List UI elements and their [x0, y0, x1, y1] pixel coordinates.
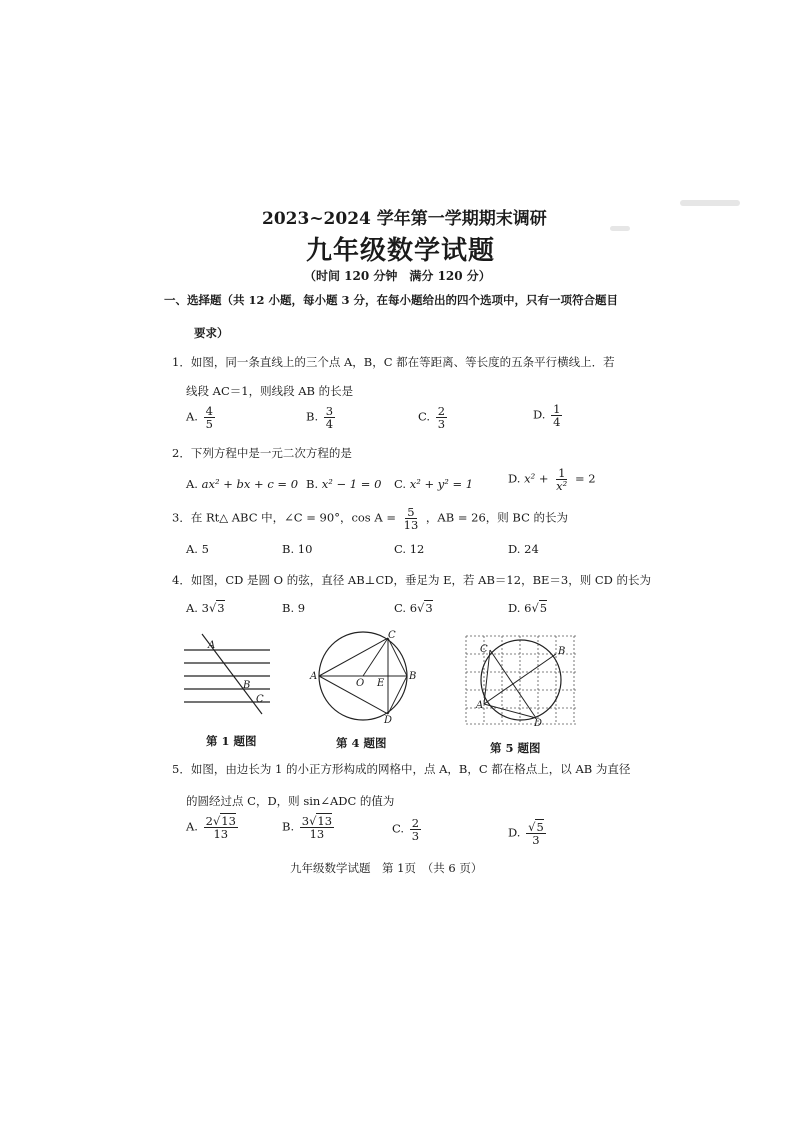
- scan-artifact: [610, 226, 630, 231]
- q1-option-a: A. $\frac{4}{5}$: [186, 404, 213, 432]
- q3-option-b: B. 10: [282, 542, 313, 556]
- question-3-stem: 3．在 Rt△ ABC 中，∠C = 90°，cos A = $\frac{5}{13}$ ，AB = 26，则 BC 的长为: [172, 505, 569, 533]
- q4-option-a: A. 3√3: [186, 601, 225, 615]
- q4-option-b: B. 9: [282, 601, 306, 615]
- q5-option-c: C. $\frac{2}{3}$: [392, 816, 420, 844]
- point-a-label: A: [310, 671, 318, 682]
- question-1-line-1: 1．如图，同一条直线上的三个点 A，B，C 都在等距离、等长度的五条平行横线上．若: [172, 355, 615, 369]
- point-d-label: D: [534, 718, 543, 728]
- scan-artifact: [680, 200, 740, 206]
- figure-1-caption: 第 1 题图: [206, 734, 257, 748]
- q1-option-c: C. $\frac{2}{3}$: [418, 404, 446, 432]
- q4-option-d: D. 6√5: [508, 601, 548, 615]
- question-4-stem: 4．如图，CD 是圆 O 的弦，直径 AB⊥CD，垂足为 E，若 AB＝12，BE＝3，则 CD 的长为: [172, 573, 652, 587]
- point-c-label: C: [480, 644, 488, 655]
- q4-option-c: C. 6√3: [394, 601, 433, 615]
- q3-option-c: C. 12: [394, 542, 425, 556]
- point-c-label: C: [256, 694, 264, 705]
- segment-ac: [319, 638, 388, 676]
- section-heading: 一、选择题（共 12 小题，每小题 3 分，在每小题给出的四个选项中，只有一项符合题目: [164, 293, 619, 307]
- point-c-label: C: [388, 630, 396, 641]
- figure-5-grid-circle: [462, 632, 582, 728]
- exam-subtitle: （时间 120 分钟 满分 120 分）: [304, 269, 491, 283]
- figure-4-circle: [308, 628, 418, 724]
- point-e-label: E: [377, 678, 385, 689]
- q5-option-a: A. $\frac{2√13}{13}$: [186, 814, 236, 842]
- exam-main-title: 九年级数学试题: [306, 236, 496, 266]
- figure-5-caption: 第 5 题图: [490, 741, 541, 755]
- segment-cb: [388, 638, 407, 676]
- q2-option-b: B. x² − 1 = 0: [306, 477, 382, 491]
- question-2-stem: 2．下列方程中是一元二次方程的是: [172, 446, 352, 460]
- exam-term-title: 2023~2024 学年第一学期期末调研: [262, 209, 547, 229]
- point-d-label: D: [384, 715, 393, 724]
- question-1-line-2: 线段 AC＝1，则线段 AB 的长是: [186, 384, 354, 398]
- q3-option-d: D. 24: [508, 542, 539, 556]
- q2-option-c: C. x² + y² = 1: [394, 477, 474, 491]
- point-o-label: O: [356, 678, 365, 689]
- circle: [481, 640, 561, 720]
- point-b-label: B: [243, 680, 251, 691]
- q1-option-b: B. $\frac{3}{4}$: [306, 404, 334, 432]
- q2-option-d: D. x² + $\frac{1}{\text{x²}}$ = 2: [508, 466, 596, 494]
- page-footer: 九年级数学试题 第 1页 （共 6 页）: [290, 861, 483, 875]
- question-5-line-2: 的圆经过点 C，D，则 sin∠ADC 的值为: [186, 794, 395, 808]
- point-a-label: A: [208, 640, 216, 651]
- q5-option-d: D. $\frac{√5}{3}$: [508, 820, 544, 848]
- segment-bd: [388, 676, 407, 714]
- segment-oc: [363, 638, 388, 676]
- point-a-label: A: [476, 700, 484, 711]
- point-b-label: B: [558, 646, 566, 657]
- figure-4-caption: 第 4 题图: [336, 736, 387, 750]
- figure-1-parallel-lines: [180, 632, 280, 717]
- q1-option-d: D. $\frac{1}{4}$: [533, 402, 561, 430]
- section-heading-cont: 要求）: [194, 326, 229, 340]
- q5-option-b: B. $\frac{3√13}{13}$: [282, 814, 333, 842]
- q3-option-a: A. 5: [186, 542, 209, 556]
- question-5-line-1: 5．如图，由边长为 1 的小正方形构成的网格中，点 A，B，C 都在格点上，以 AB 为直径: [172, 762, 631, 776]
- q2-option-a: A. ax² + bx + c = 0: [186, 477, 299, 491]
- point-b-label: B: [409, 671, 417, 682]
